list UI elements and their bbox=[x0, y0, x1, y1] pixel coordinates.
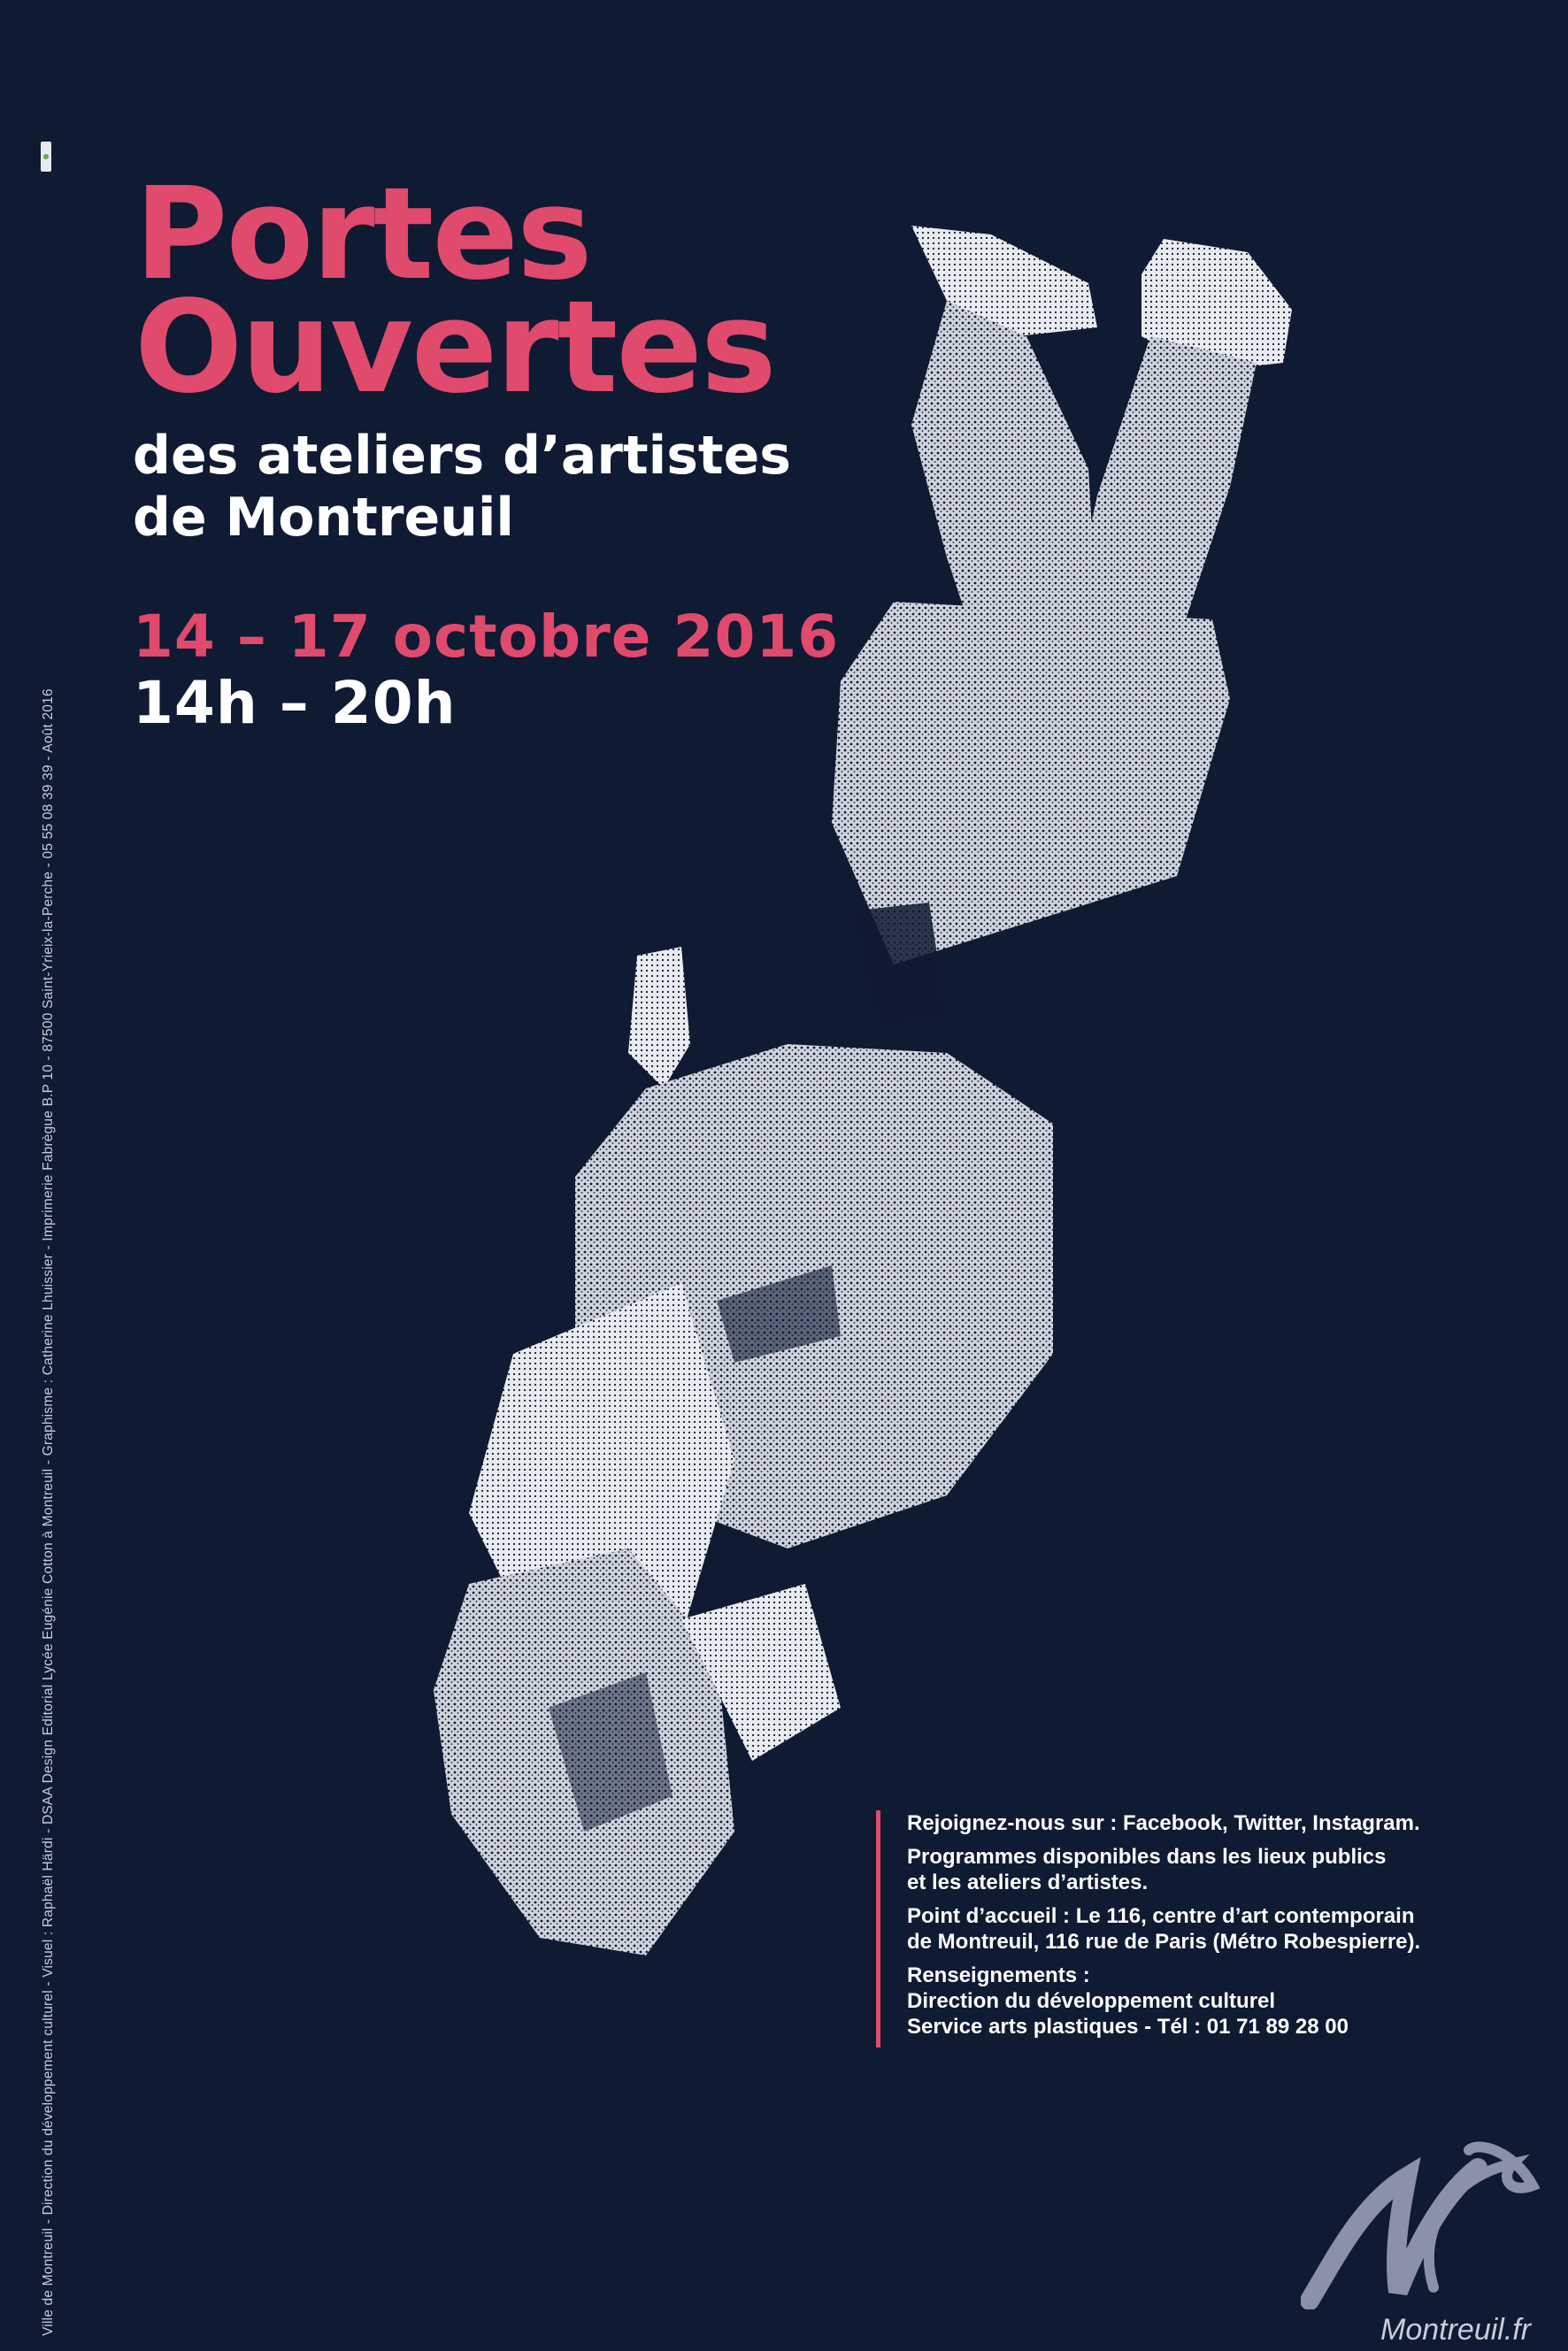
logo-caption[interactable]: Montreuil.fr bbox=[1380, 2313, 1532, 2347]
info-accueil bbox=[907, 1903, 1544, 1955]
info-social: Rejoignez-nous sur : Facebook, Twitter, Instagram. bbox=[907, 1811, 1420, 1835]
info-accueil-line-2: de Montreuil, 116 rue de Paris (Métro Robespierre). bbox=[907, 1930, 1421, 1954]
side-credits: Ville de Montreuil - Direction du développement culturel - Visuel : Raphaël Härdi - DSAA Design Editorial Lycée Eugénie Cotton à Montreuil - Graphisme : Catherine Lhuissier - Imprimerie Fabrègue B.P 10 - 87500 Saint-Yrieix-la-Perche - 05 55 08 39 39 - Août 2016 bbox=[41, 688, 56, 2336]
info-accueil-line-1: Point d’accueil : Le 116, centre d’art contemporain bbox=[907, 1904, 1415, 1928]
figure-body bbox=[434, 226, 1292, 1955]
info-renseignements-line-2: Direction du développement culturel bbox=[907, 1989, 1276, 2013]
montreuil-m-logo-icon bbox=[1301, 2124, 1540, 2309]
upside-down-point-cloud-figure bbox=[416, 204, 1354, 2009]
subtitle-line-1: des ateliers d’artistes bbox=[133, 425, 791, 487]
info-programmes-line-2: et les ateliers d’artistes. bbox=[907, 1871, 1149, 1894]
info-panel bbox=[876, 1810, 1544, 2048]
info-renseignements-line-3: Service arts plastiques - Tél : 01 71 89 28 00 bbox=[907, 2015, 1349, 2039]
title-line-1: Portes bbox=[135, 159, 591, 308]
subtitle-line-2: de Montreuil bbox=[133, 487, 514, 549]
event-dates: 14 – 17 octobre 2016 bbox=[133, 603, 840, 671]
info-renseignements-line-1: Renseignements : bbox=[907, 1963, 1090, 1987]
event-hours: 14h – 20h bbox=[133, 669, 457, 737]
info-programmes-line-1: Programmes disponibles dans les lieux publics bbox=[907, 1845, 1387, 1869]
info-renseignements bbox=[907, 1963, 1544, 2040]
info-programmes bbox=[907, 1844, 1544, 1895]
title-line-2: Ouvertes bbox=[135, 273, 775, 421]
